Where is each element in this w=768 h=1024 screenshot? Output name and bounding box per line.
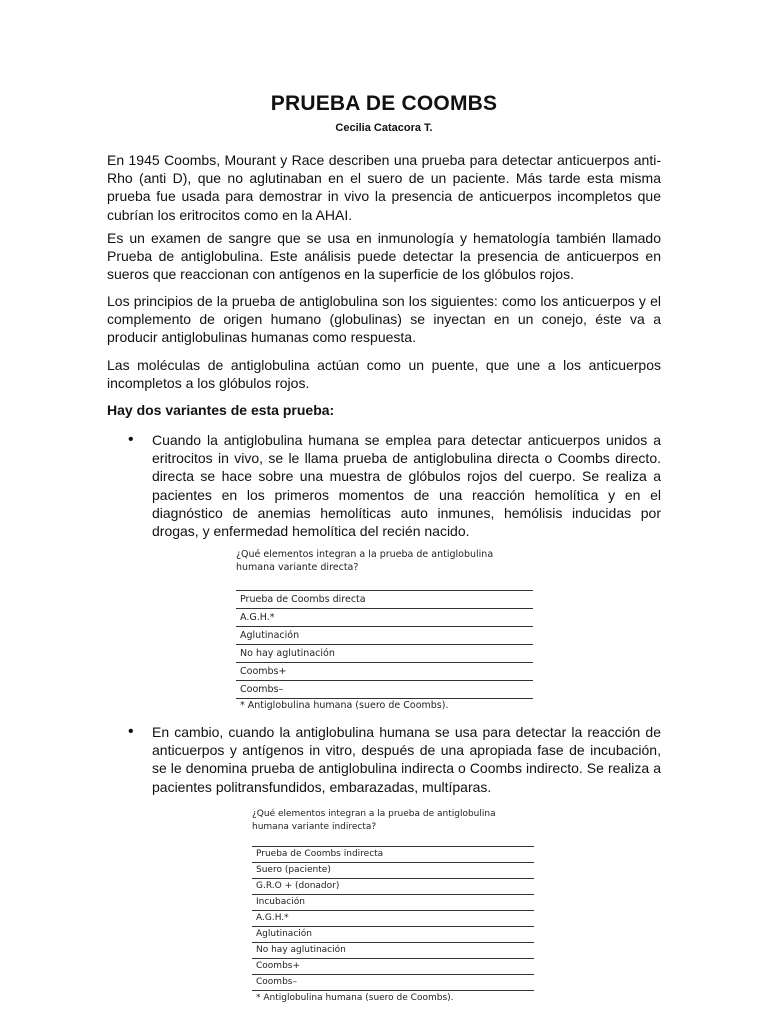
table-direct	[236, 548, 533, 713]
table-indirect-footnote: * Antiglobulina humana (suero de Coombs).	[256, 993, 454, 1003]
bullet-icon: •	[128, 431, 134, 448]
table-row: Prueba de Coombs directa	[236, 590, 533, 608]
table-row: Coombs+	[236, 662, 533, 680]
table-row: Aglutinación	[236, 626, 533, 644]
paragraph-principles: Los principios de la prueba de antiglobulina son los siguientes: como los anticuerpos y el complemento de origen humano (globulinas) se inyectan en un conejo, éste va a producir antiglobulinas humanas como respuesta.	[107, 293, 661, 346]
bullet-indirect-text: En cambio, cuando la antiglobulina humana se usa para detectar la reacción de anticuerpos y antígenos in vitro, después de una apropiada fase de incubación, se le denomina prueba de antiglobulina indirecta o Coombs indirecto. Se realiza a pacientes politransfundidos, embarazadas, multíparas.	[152, 724, 661, 795]
bullet-direct-text: Cuando la antiglobulina humana se emplea para detectar anticuerpos unidos a eritrocitos in vivo, se le llama prueba de antiglobulina directa o Coombs directo. directa se hace sobre una muestra de glóbulos rojos del cuerpo. Se realiza a pacientes en los primeros momentos de una reacción hemolítica y en el diagnóstico de anemias hemolíticas auto inmunes, hemólisis inducidas por drogas, y enfermedad hemolítica del recién nacido.	[152, 432, 661, 540]
table-row: Coombs–	[236, 680, 533, 699]
table-indirect	[252, 808, 534, 1005]
table-row: A.G.H.*	[252, 910, 534, 926]
table-row: Prueba de Coombs indirecta	[252, 846, 534, 862]
table-indirect-question: ¿Qué elementos integran a la prueba de antiglobulina humana variante indirecta?	[252, 809, 496, 832]
table-row: Aglutinación	[252, 926, 534, 942]
table-direct-question: ¿Qué elementos integran a la prueba de antiglobulina humana variante directa?	[236, 549, 494, 573]
table-row: No hay aglutinación	[236, 644, 533, 662]
table-row: G.R.O + (donador)	[252, 878, 534, 894]
author-name: Cecilia Catacora T.	[335, 122, 433, 134]
section-heading: Hay dos variantes de esta prueba:	[107, 402, 335, 418]
table-row: Suero (paciente)	[252, 862, 534, 878]
table-row: No hay aglutinación	[252, 942, 534, 958]
paragraph-history: En 1945 Coombs, Mourant y Race describen una prueba para detectar anticuerpos anti-Rho (anti D), que no aglutinaban en el suero de un paciente. Más tarde esta misma prueba fue usada para demostrar in vivo la presencia de anticuerpos incompletos que cubrían los eritrocitos como en la AHAI.	[107, 152, 661, 223]
table-row: Coombs+	[252, 958, 534, 974]
table-direct-footnote: * Antiglobulina humana (suero de Coombs).	[240, 700, 449, 711]
table-row: Incubación	[252, 894, 534, 910]
table-row: A.G.H.*	[236, 608, 533, 626]
paragraph-bridge: Las moléculas de antiglobulina actúan como un puente, que une a los anticuerpos incompletos a los glóbulos rojos.	[107, 357, 661, 392]
page-title: PRUEBA DE COOMBS	[270, 92, 498, 115]
table-row: Coombs–	[252, 974, 534, 991]
bullet-icon: •	[128, 723, 134, 740]
paragraph-definition: Es un examen de sangre que se usa en inmunología y hematología también llamado Prueba de antiglobulina. Este análisis puede detectar la presencia de anticuerpos en sueros que reaccionan con antígenos en la superficie de los glóbulos rojos.	[107, 230, 661, 283]
